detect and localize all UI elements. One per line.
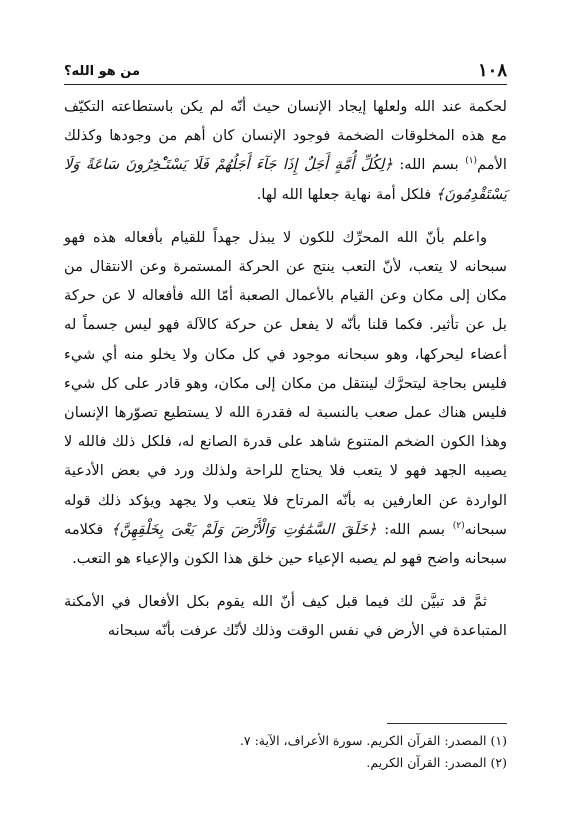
footnotes bbox=[64, 730, 507, 774]
paragraph-text: فلكل أمة نهاية جعلها الله لها. bbox=[256, 185, 436, 203]
footnote-ref: (١) bbox=[465, 156, 478, 167]
page-header bbox=[64, 56, 507, 85]
paragraph-text: ثمَّ قد تبيَّن لك فيما قبل كيف أنّ الله يقوم بكل الأفعال في الأمكنة المتباعدة في الأرض في نفس الوقت وذلك لأنّك عرفت بأنّه سبحانه bbox=[64, 593, 507, 640]
footnote-ref: (٢) bbox=[452, 520, 465, 531]
quran-verse: ﴿لِكُلِّ أُمَّةٍ أَجَلٌ إِذَا جَآءَ أَجَلُهُمْ فَلَا يَسْتَـْٔخِرُونَ سَاعَةً وَلَا يَسْتَقْدِمُونَ﴾ bbox=[64, 156, 507, 203]
footnote-2: (٢) المصدر: القرآن الكريم. bbox=[366, 755, 507, 770]
paragraph-2 bbox=[64, 223, 507, 573]
page-number: ١٠٨ bbox=[477, 60, 507, 81]
paragraph-text: بسم الله: bbox=[376, 520, 453, 538]
footnote-1: (١) المصدر: القرآن الكريم. سورة الأعراف، الآية: ٧. bbox=[239, 733, 507, 748]
paragraph-3 bbox=[64, 587, 507, 645]
running-title: من هو الله؟ bbox=[64, 64, 141, 79]
paragraph-1 bbox=[64, 92, 507, 209]
paragraph-text: لحكمة عند الله ولعلها إيجاد الإنسان حيث أنّه لم يكن باستطاعته التكيّف مع هذه المخلوقات الضخمة فوجود الإنسان كان أهم من وجودها وكذلك الأمم bbox=[64, 98, 507, 174]
body-text bbox=[64, 92, 507, 646]
paragraph-text: بسم الله: bbox=[392, 156, 466, 174]
paragraph-text: فكلامه سبحانه واضح فهو لم يصبه الإعياء حين خلق هذا الكون والإعياء هو التعب. bbox=[64, 520, 507, 568]
footnote-divider bbox=[387, 723, 507, 724]
quran-verse: ﴿خَلَقَ السَّمَٰوَٰتِ وَالْأَرْضَ وَلَمْ يَعْىَ بِخَلْقِهِنَّ﴾ bbox=[111, 520, 377, 538]
paragraph-text: واعلم بأنّ الله المحرِّك للكون لا يبذل جهداً للقيام بأفعاله هذه فهو سبحانه لا يتعب، لأنّ التعب ينتج عن الحركة المستمرة وعن الانتقال من مكان إلى مكان وعن القيام بالأعمال الصعبة أمّا الله فأفعاله لا عن حركة بل عن تأثير. فكما قلنا بأنّه لا يفعل عن حركة كالآلة فهو ليس جسماً له أعضاء ليحركها، وهو سبحانه موجود في كل مكان ولا يخلو منه أي شيء فليس بحاجة ليتحرَّك لينتقل من مكان إلى مكان، وهو قادر على كل شيء فليس هناك عمل صعب بالنسبة له فقدرة الله لا يستطيع تصوّرها الإنسان وهذا الكون الضخم المتنوع شاهد على قدرة الصانع له، فلكل ذلك فالله لا يصيبه الجهد فهو لا يتعب فلا يحتاج للراحة ولذلك ورد في بعض الأدعية الواردة عن العارفين به بأنّه المرتاح فلا يتعب ولا يجهد ويؤكد ذلك قوله سبحانه bbox=[64, 228, 507, 538]
